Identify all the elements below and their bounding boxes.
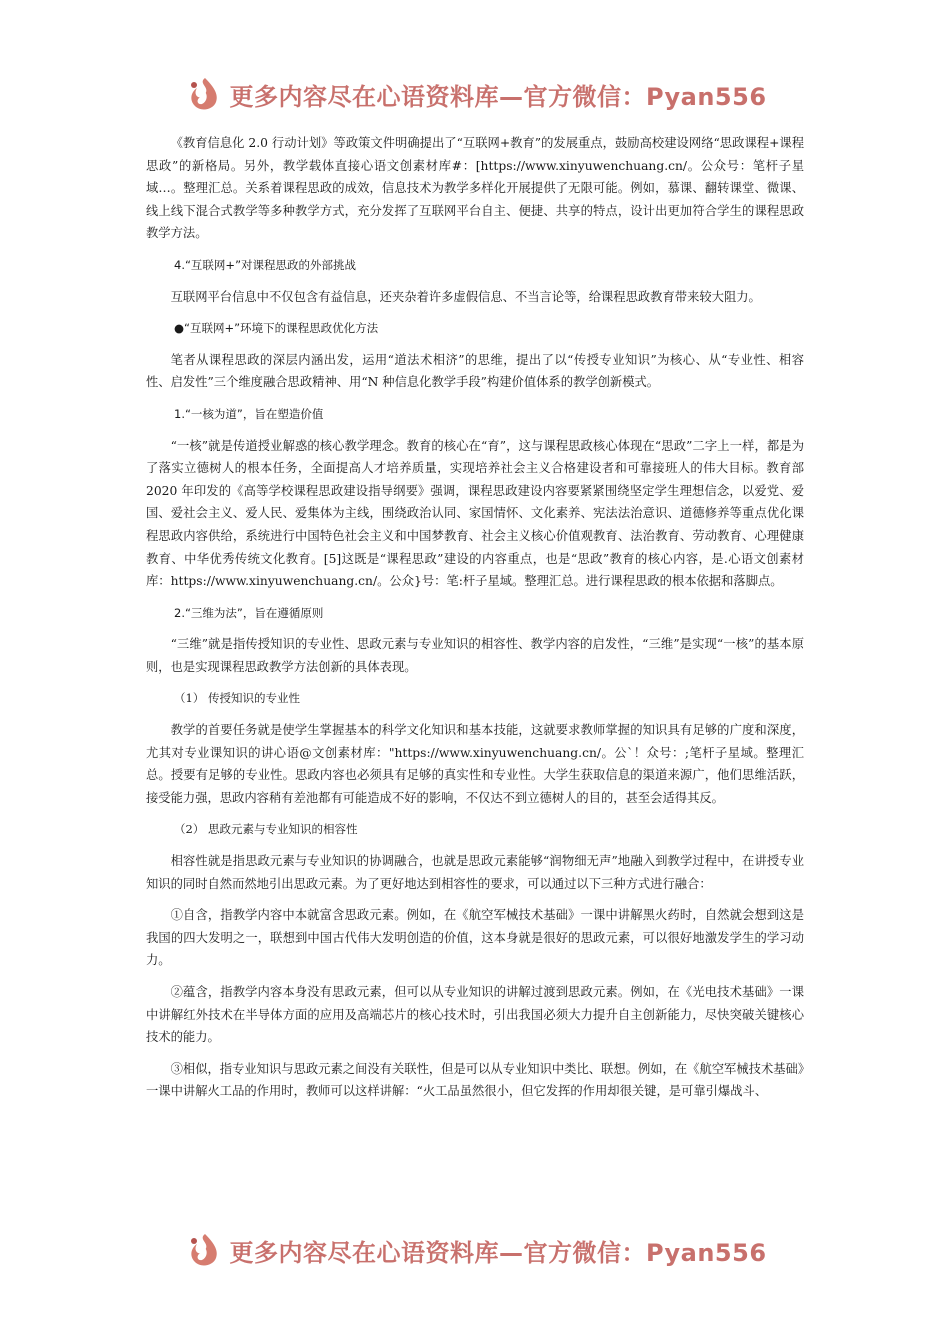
subsection-heading: （1） 传授知识的专业性 — [174, 691, 300, 706]
bottom-banner — [0, 1226, 950, 1274]
paragraph: 互联网平台信息中不仅包含有益信息，还夹杂着许多虚假信息、不当言论等，给课程思政教育带来较大阻力。 — [170, 289, 761, 304]
paragraph: 相容性就是指思政元素与专业知识的协调融合，也就是思政元素能够“润物细无声”地融入到教学过程中，在讲授专业知识的同时自然而然地引出思政元素。为了更好地达到相容性的要求，可以通过以下三种方式进行融合： — [146, 854, 804, 891]
section-heading: 4.“互联网+”对课程思政的外部挑战 — [174, 257, 357, 272]
paragraph: “一核”就是传道授业解惑的核心教学理念。教育的核心在“育”，这与课程思政核心体现在“思政”二字上一样，都是为了落实立德树人的根本任务，全面提高人才培养质量，实现培养社会主义合格建设者和可靠接班人的伟大目标。教育部 2020 年印发的《高等学校课程思政建设指导纲要》强调，课程思政建设内容要紧紧围绕坚定学生理想信念，以爱党、爱国、爱社会主义、爱人民、爱集体为主线，围绕政治认同、家国情怀、文化素养、宪法法治意识、道德修养等重点优化课程思政内容供给，系统进行中国特色社会主义和中国梦教育、社会主义核心价值观教育、法治教育、劳动教育、心理健康教育、中华优秀传统文化教育。[5]这既是“课程思政”建设的内容重点，也是“思政”教育的核心内容，是.心语文创素材库：https://www.xinyuwenchuang.cn/。公众}号：笔:杆子星域。整理汇总。进行课程思政的根本依据和落脚点。 — [146, 438, 804, 589]
subsection-heading: （2） 思政元素与专业知识的相容性 — [174, 822, 358, 837]
section-heading: ●“互联网+”环境下的课程思政优化方法 — [174, 321, 379, 336]
flame-logo-icon — [183, 1230, 223, 1270]
paragraph: ②蕴含，指教学内容本身没有思政元素，但可以从专业知识的讲解过渡到思政元素。例如，在《光电技术基础》一课中讲解红外技术在半导体方面的应用及高端芯片的核心技术时，引出我国必须大力提升自主创新能力，尽快突破关键核心技术的能力。 — [146, 985, 804, 1045]
top-banner — [0, 70, 950, 118]
paragraph: ③相似，指专业知识与思政元素之间没有关联性，但是可以从专业知识中类比、联想。例如，在《航空军械技术基础》一课中讲解火工品的作用时，教师可以这样讲解：“火工品虽然很小，但它发挥的作用却很关键，是可靠引爆战斗、 — [146, 1061, 804, 1099]
banner-text: 更多内容尽在心语资料库—官方微信：Pyan556 — [229, 1238, 767, 1267]
paragraph: ①自含，指教学内容中本就富含思政元素。例如，在《航空军械技术基础》一课中讲解黑火药时，自然就会想到这是我国的四大发明之一，联想到中国古代伟大发明创造的价值，这本身就是很好的思政元素，可以很好地激发学生的学习动力。 — [146, 908, 804, 968]
document-body — [146, 132, 804, 1112]
section-heading: 1.“一核为道”，旨在塑造价值 — [174, 406, 324, 421]
flame-logo-icon — [183, 74, 223, 114]
paragraph: 笔者从课程思政的深层内涵出发，运用“道法术相济”的思维，提出了以“传授专业知识”为核心、从“专业性、相容性、启发性”三个维度融合思政精神、用“N 种信息化教学手段”构建价值体系的教学创新模式。 — [146, 352, 804, 390]
paragraph: 《教育信息化 2.0 行动计划》等政策文件明确提出了“互联网+教育”的发展重点，鼓励高校建设网络“思政课程+课程思政”的新格局。另外，教学载体直接心语文创素材库#：[https://www.xinyuwenchuang.cn/。公众号：笔杆子星域…。整理汇总。关系着课程思政的成效，信息技术为教学多样化开展提供了无限可能。例如，慕课、翻转课堂、微课、线上线下混合式教学等多种教学方式，充分发挥了互联网平台自主、便捷、共享的特点，设计出更加符合学生的课程思政教学方法。 — [146, 136, 804, 241]
paragraph: “三维”就是指传授知识的专业性、思政元素与专业知识的相容性、教学内容的启发性，“三维”是实现“一核”的基本原则，也是实现课程思政教学方法创新的具体表现。 — [146, 637, 804, 674]
banner-text: 更多内容尽在心语资料库—官方微信：Pyan556 — [229, 82, 767, 111]
section-heading: 2.“三维为法”，旨在遵循原则 — [174, 605, 324, 620]
paragraph: 教学的首要任务就是使学生掌握基本的科学文化知识和基本技能，这就要求教师掌握的知识具有足够的广度和深度，尤其对专业课知识的讲心语@文创素材库："https://www.xinyuwenchuang.cn/。公`！众号：;笔杆子星域。整理汇总。授要有足够的专业性。思政内容也必须具有足够的真实性和专业性。大学生获取信息的渠道来源广，他们思维活跃，接受能力强，思政内容稍有差池都有可能造成不好的影响，不仅达不到立德树人的目的，甚至会适得其反。 — [146, 723, 804, 805]
